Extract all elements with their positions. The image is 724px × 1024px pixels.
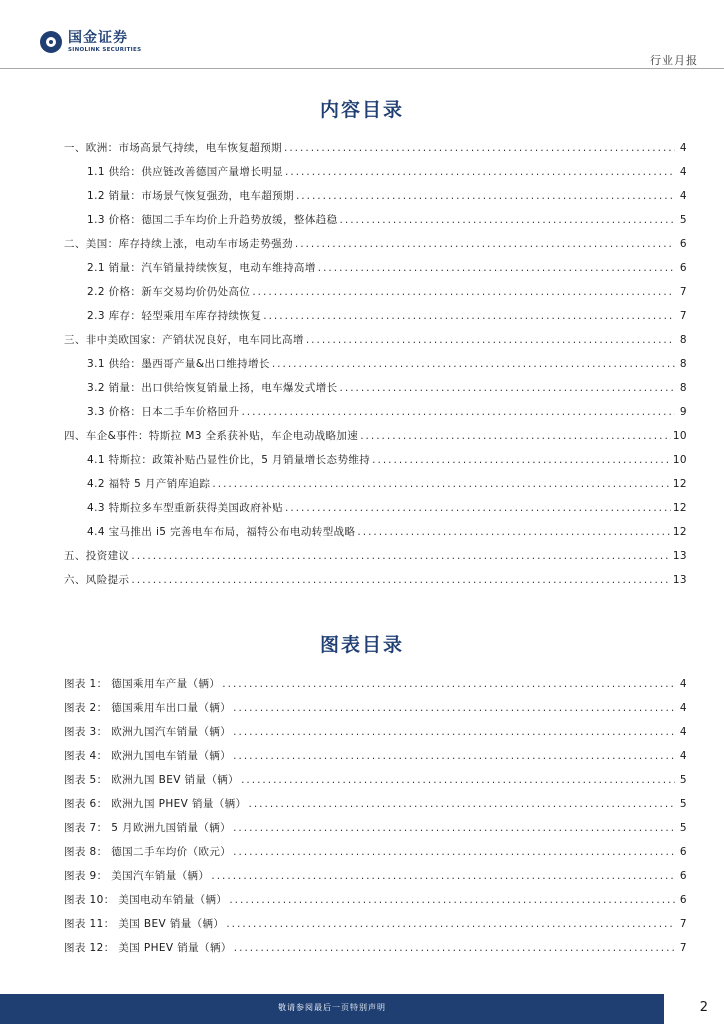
figure-entry-page: 5 (679, 774, 687, 786)
toc-entry-text: 四、车企&事件：特斯拉 M3 全系获补贴，车企电动战略加速 (64, 430, 359, 442)
leader-dots (131, 548, 670, 564)
leader-dots (222, 676, 675, 692)
toc-entry-page: 13 (672, 574, 687, 586)
figure-entry[interactable] (64, 940, 687, 956)
footer-disclaimer[interactable]: 敬请参阅最后一页特别声明 (278, 1003, 386, 1012)
leader-dots (233, 820, 675, 836)
toc-entry[interactable] (64, 140, 687, 156)
toc-entry[interactable] (64, 428, 687, 444)
figure-entry-page: 4 (679, 726, 687, 738)
figure-entry-text: 图表 6： 欧洲九国 PHEV 销量（辆） (64, 798, 247, 810)
toc-entry-text: 三、非中美欧国家：产销状况良好，电车同比高增 (64, 334, 304, 346)
toc-entry-text: 1.2 销量：市场景气恢复强劲，电车超预期 (87, 190, 294, 202)
toc-entry[interactable] (64, 236, 687, 252)
toc-entry-page: 12 (672, 502, 687, 514)
toc-entry[interactable] (87, 260, 687, 276)
leader-dots (229, 892, 675, 908)
figure-entry-text: 图表 3： 欧洲九国汽车销量（辆） (64, 726, 232, 738)
toc-entry-text: 一、欧洲：市场高景气持续，电车恢复超预期 (64, 142, 282, 154)
figure-entry[interactable] (64, 868, 687, 884)
toc-entry[interactable] (87, 212, 687, 228)
figure-entry[interactable] (64, 844, 687, 860)
toc-entry-page: 9 (679, 406, 687, 418)
toc-entry-text: 4.2 福特 5 月产销库追踪 (87, 478, 211, 490)
figure-entry[interactable] (64, 796, 687, 812)
figure-entry-text: 图表 9： 美国汽车销量（辆） (64, 870, 210, 882)
logo-name-cn: 国金证券 (68, 29, 128, 46)
figure-entry-text: 图表 4： 欧洲九国电车销量（辆） (64, 750, 232, 762)
toc-entry[interactable] (87, 188, 687, 204)
figure-entry-page: 5 (679, 798, 687, 810)
leader-dots (241, 404, 675, 420)
figure-entry-page: 4 (679, 702, 687, 714)
figure-entry[interactable] (64, 892, 687, 908)
toc-entry-page: 13 (672, 550, 687, 562)
leader-dots (357, 524, 670, 540)
leader-dots (340, 212, 675, 228)
leader-dots (340, 380, 675, 396)
figure-entry[interactable] (64, 748, 687, 764)
leader-dots (226, 916, 675, 932)
toc-entry[interactable] (87, 380, 687, 396)
figure-entry-page: 6 (679, 846, 687, 858)
toc-entry-page: 6 (679, 262, 687, 274)
toc-entry-page: 8 (679, 358, 687, 370)
toc-entry-page: 10 (672, 454, 687, 466)
leader-dots (234, 940, 675, 956)
toc-entry-page: 4 (679, 166, 687, 178)
leader-dots (252, 284, 675, 300)
toc-entry-page: 5 (679, 214, 687, 226)
logo-icon (40, 31, 62, 53)
leader-dots (372, 452, 671, 468)
toc-entry[interactable] (64, 332, 687, 348)
figure-entry-page: 4 (679, 678, 687, 690)
figure-entry-text: 图表 1： 德国乘用车产量（辆） (64, 678, 221, 690)
leader-dots (295, 236, 675, 252)
toc-entry-text: 2.1 销量：汽车销量持续恢复，电动车维持高增 (87, 262, 316, 274)
leader-dots (285, 164, 675, 180)
toc-entry-page: 12 (672, 478, 687, 490)
toc-entry-text: 二、美国：库存持续上涨，电动车市场走势强劲 (64, 238, 293, 250)
leader-dots (211, 868, 675, 884)
figure-entry-page: 7 (679, 942, 687, 954)
header-divider (0, 68, 724, 69)
toc-entry-text: 3.1 供给：墨西哥产量&出口维持增长 (87, 358, 270, 370)
toc-entry-text: 六、风险提示 (64, 574, 130, 586)
toc-entry[interactable] (87, 476, 687, 492)
figure-entry[interactable] (64, 700, 687, 716)
toc-entry-page: 6 (679, 238, 687, 250)
leader-dots (306, 332, 675, 348)
leader-dots (212, 476, 670, 492)
leader-dots (233, 724, 675, 740)
figure-entry-text: 图表 2： 德国乘用车出口量（辆） (64, 702, 232, 714)
toc-entry[interactable] (87, 284, 687, 300)
figure-entry-text: 图表 5： 欧洲九国 BEV 销量（辆） (64, 774, 240, 786)
leader-dots (360, 428, 671, 444)
logo-name-en: SINOLINK SECURITIES (68, 46, 142, 53)
toc-entry-text: 4.4 宝马推出 i5 完善电车布局，福特公布电动转型战略 (87, 526, 356, 538)
toc-entry[interactable] (87, 356, 687, 372)
figure-entry-text: 图表 12： 美国 PHEV 销量（辆） (64, 942, 232, 954)
toc-entry-page: 7 (679, 286, 687, 298)
figures-title: 图表目录 (319, 634, 404, 656)
toc-entry[interactable] (87, 524, 687, 540)
figure-entry-page: 7 (679, 918, 687, 930)
toc-entry-text: 4.3 特斯拉多车型重新获得美国政府补贴 (87, 502, 284, 514)
toc-entry-text: 3.3 价格：日本二手车价格回升 (87, 406, 240, 418)
toc-entry-text: 2.2 价格：新车交易均价仍处高位 (87, 286, 251, 298)
company-logo (40, 30, 141, 54)
figure-entry-page: 6 (679, 894, 687, 906)
toc-entry-text: 1.3 价格：德国二手车均价上升趋势放缓，整体趋稳 (87, 214, 338, 226)
leader-dots (233, 700, 675, 716)
toc-entry-text: 1.1 供给：供应链改善德国产量增长明显 (87, 166, 284, 178)
figure-entry[interactable] (64, 724, 687, 740)
toc-entry-page: 8 (679, 382, 687, 394)
leader-dots (248, 796, 675, 812)
document-type-label: 行业月报 (650, 54, 698, 67)
toc-entry-page: 10 (672, 430, 687, 442)
toc-entry[interactable] (87, 164, 687, 180)
leader-dots (233, 748, 675, 764)
toc-entry[interactable] (64, 548, 687, 564)
toc-entry-page: 8 (679, 334, 687, 346)
figure-entry-text: 图表 11： 美国 BEV 销量（辆） (64, 918, 225, 930)
toc-entry[interactable] (87, 308, 687, 324)
figure-entry-text: 图表 10： 美国电动车销量（辆） (64, 894, 228, 906)
leader-dots (263, 308, 675, 324)
toc-entry-page: 4 (679, 190, 687, 202)
toc-entry[interactable] (87, 500, 687, 516)
toc-entry-text: 3.2 销量：出口供给恢复销量上扬，电车爆发式增长 (87, 382, 338, 394)
figure-entry-page: 4 (679, 750, 687, 762)
toc-entry[interactable] (64, 572, 687, 588)
figure-entry[interactable] (64, 916, 687, 932)
toc-title: 内容目录 (319, 99, 404, 121)
leader-dots (296, 188, 675, 204)
leader-dots (272, 356, 675, 372)
leader-dots (285, 500, 671, 516)
leader-dots (131, 572, 670, 588)
leader-dots (233, 844, 675, 860)
toc-entry-page: 4 (679, 142, 687, 154)
figure-entry[interactable] (64, 676, 687, 692)
figure-entry-text: 图表 7： 5 月欧洲九国销量（辆） (64, 822, 232, 834)
figure-entry-page: 6 (679, 870, 687, 882)
toc-entry-text: 五、投资建议 (64, 550, 130, 562)
toc-entry-text: 4.1 特斯拉：政策补贴凸显性价比，5 月销量增长态势维持 (87, 454, 371, 466)
page-number: 2 (699, 1000, 708, 1015)
figure-entry-text: 图表 8： 德国二手车均价（欧元） (64, 846, 232, 858)
leader-dots (241, 772, 675, 788)
leader-dots (284, 140, 675, 156)
toc-entry-page: 7 (679, 310, 687, 322)
toc-entry[interactable] (87, 404, 687, 420)
figure-entry[interactable] (64, 772, 687, 788)
toc-entry-text: 2.3 库存：轻型乘用车库存持续恢复 (87, 310, 262, 322)
toc-entry[interactable] (87, 452, 687, 468)
figure-entry[interactable] (64, 820, 687, 836)
toc-entry-page: 12 (672, 526, 687, 538)
leader-dots (318, 260, 675, 276)
figure-entry-page: 5 (679, 822, 687, 834)
